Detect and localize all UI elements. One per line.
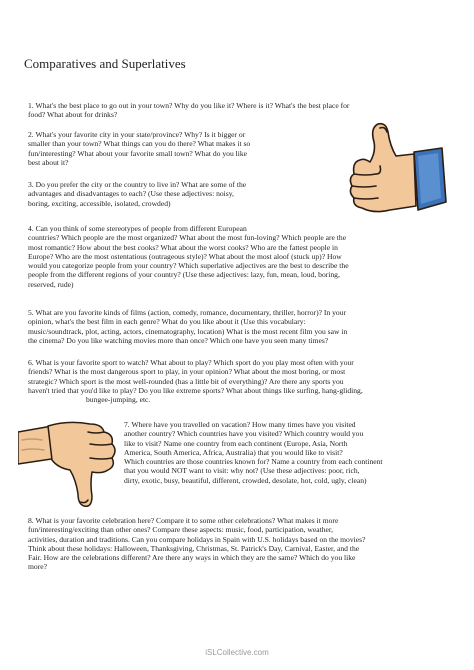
question-4 [28,224,349,289]
thumbs-up-icon [330,118,448,222]
thumbs-down-icon [18,418,122,510]
question-line: more? [28,562,47,572]
question-line: most romantic? How about the best cooks? What about the worst cooks? Who are the fattest people in [28,242,338,252]
question-6 [28,358,363,404]
question-line: 7. Where have you travelled on vacation? How many times have you visited [124,420,356,429]
question-line: advantages and disadvantages to each? (Use these adjectives: noisy, [28,189,234,199]
question-5 [28,308,347,345]
question-line: 5. What are you favorite kinds of films (action, comedy, romance, documentary, thriller, horror)? In your [28,308,347,317]
question-line: friends? What is the most dangerous sport to play, in your opinion? What about the most boring, or most [28,367,346,377]
question-line: fun/interesting? What about your favorite small town? What do you like [28,148,248,158]
question-line: 2. What's your favorite city in your state/province? Why? Is it bigger or [28,130,246,139]
page-title: Comparatives and Superlatives [24,56,186,71]
question-2 [28,130,250,167]
question-line: food? What about for drinks? [28,110,118,120]
question-line: would you categorize people from your country? Which superlative adjectives are the best to describe the [28,261,349,271]
question-line: music/soundtrack, plot, acting, actors, cinematography, location) What is the most recent film you saw in [28,326,348,336]
question-line: countries? Which people are the most organized? What about the most fun-loving? Which people are the [28,233,347,243]
question-line: dirty, exotic, busy, beautiful, different, crowded, desolate, hot, cold, ugly, clean) [124,475,367,485]
question-line: best about it? [28,157,69,167]
site-watermark: iSLCollective.com [205,648,269,657]
question-line: Think about these holidays: Halloween, Thanksgiving, Christmas, St. Patrick's Day, Carnival, Easter, and the [28,543,360,553]
question-line: opinion, what's the best film in each genre? What do you like about it (Use this vocabulary: [28,317,306,327]
question-line: Europe? Who are the most ostentatious (outrageous style)? What about the most aloof (stuck up)? How [28,251,342,261]
question-line: 3. Do you prefer the city or the country to live in? What are some of the [28,180,247,189]
question-8 [28,516,365,572]
question-line: another country? Which countries have you visited? Which country would you [124,429,364,439]
question-line: Fair. How are the celebrations different? Are there any ways in which they are the same? Which do you like [28,553,356,563]
question-1 [28,101,349,120]
question-line: like to visit? Name one country from each continent (Europe, Asia, North [124,438,348,448]
question-line: 8. What is your favorite celebration here? Compare it to some other celebrations? What makes it more [28,516,339,525]
question-line: that you would NOT want to visit: why not? (Use these adjectives: poor, rich, [124,466,360,476]
question-line: America, South America, Africa, Australia) that you would like to visit? [124,447,343,457]
question-line: fun/interesting/exciting than other ones? Compare these aspects: music, food, participation, weather, [28,525,334,535]
question-line: 6. What is your favorite sport to watch? What about to play? Which sport do you play most often with your [28,358,354,367]
question-line: the cinema? Do you like watching movies more than once? Which one have you seen many times? [28,335,329,345]
question-line: smaller than your town? What things can you do there? What makes it so [28,139,251,149]
question-line: people from the different regions of your country? (Use these adjectives: lazy, fun, mean, loud, boring, [28,270,340,280]
question-line: 1. What's the best place to go out in your town? Why do you like it? Where is it? What's the best place for [28,101,350,110]
question-line: bungee-jumping, etc. [86,395,151,405]
question-3 [28,180,246,208]
question-line: 4. Can you think of some stereotypes of people from different European [28,224,247,233]
question-line: haven't tried that you'd like to play? Do you like extreme sports? What about things like surfing, hang-gliding, [28,385,363,395]
question-line: Which countries are those countries known for? Name a country from each continent [124,457,383,467]
question-line: activities, duration and traditions. Can you compare holidays in Spain with U.S. holidays based on the movies? [28,534,366,544]
question-7 [124,420,383,485]
question-line: strategic? Which sport is the most well-rounded (has a little bit of everything)? Are there any sports you [28,376,344,386]
question-line: reserved, rude) [28,279,74,289]
question-line: boring, exciting, accessible, isolated, crowded) [28,198,171,208]
